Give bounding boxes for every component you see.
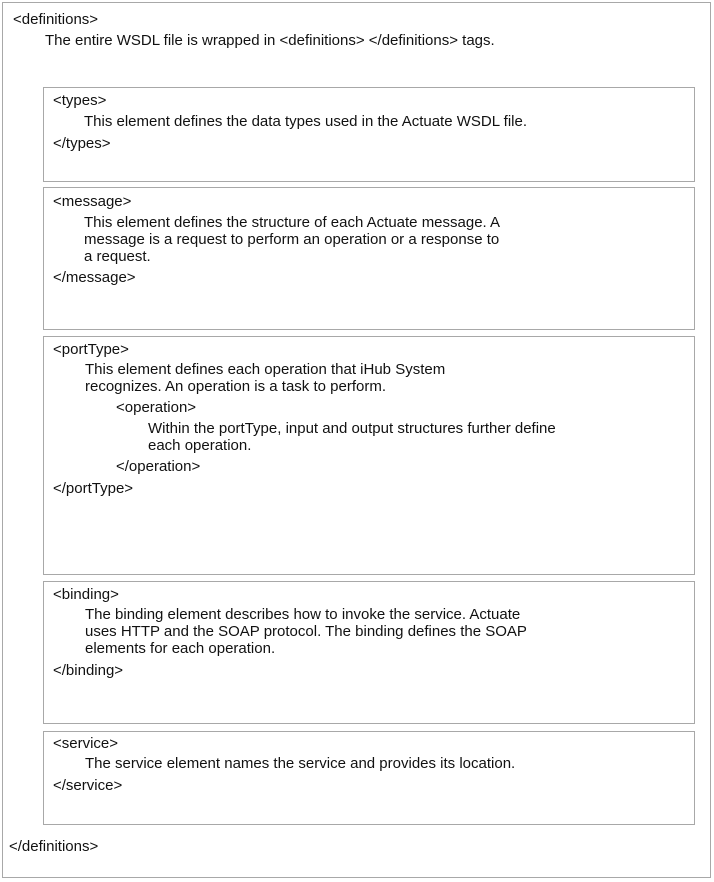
message-description [84,214,500,265]
porttype-close-tag: </portType> [53,480,134,497]
service-open-tag: <service> [53,735,119,752]
operation-close-tag: </operation> [116,458,201,475]
binding-description [85,606,527,657]
operation-description [148,420,556,454]
binding-description-line: uses HTTP and the SOAP protocol. The binding defines the SOAP [85,623,527,640]
binding-close-tag: </binding> [53,662,124,679]
types-description [84,113,527,130]
porttype-description [85,361,445,395]
types-box [43,87,695,182]
message-description-line: This element defines the structure of each Actuate message. A [84,214,501,231]
porttype-description-line: recognizes. An operation is a task to perform. [85,378,386,395]
types-close-tag: </types> [53,135,111,152]
definitions-open-tag: <definitions> [13,11,99,28]
binding-description-line: The binding element describes how to invoke the service. Actuate [85,606,521,623]
porttype-description-line: This element defines each operation that iHub System [85,361,446,378]
operation-open-tag: <operation> [116,399,197,416]
message-open-tag: <message> [53,193,132,210]
binding-open-tag: <binding> [53,586,119,603]
porttype-open-tag: <portType> [53,341,129,358]
message-description-line: message is a request to perform an operation or a response to [84,231,500,248]
definitions-description: The entire WSDL file is wrapped in <definitions> </definitions> tags. [45,32,495,49]
binding-description-line: elements for each operation. [85,640,276,657]
operation-description-line: each operation. [148,437,252,454]
types-description-line: This element defines the data types used in the Actuate WSDL file. [84,113,528,130]
definitions-close-tag: </definitions> [9,838,99,855]
service-description-line: The service element names the service and provides its location. [85,755,516,772]
message-description-line: a request. [84,248,151,265]
service-description [85,755,515,772]
service-close-tag: </service> [53,777,123,794]
service-box [43,731,695,825]
types-open-tag: <types> [53,92,107,109]
message-close-tag: </message> [53,269,136,286]
operation-description-line: Within the portType, input and output structures further define [148,420,556,437]
